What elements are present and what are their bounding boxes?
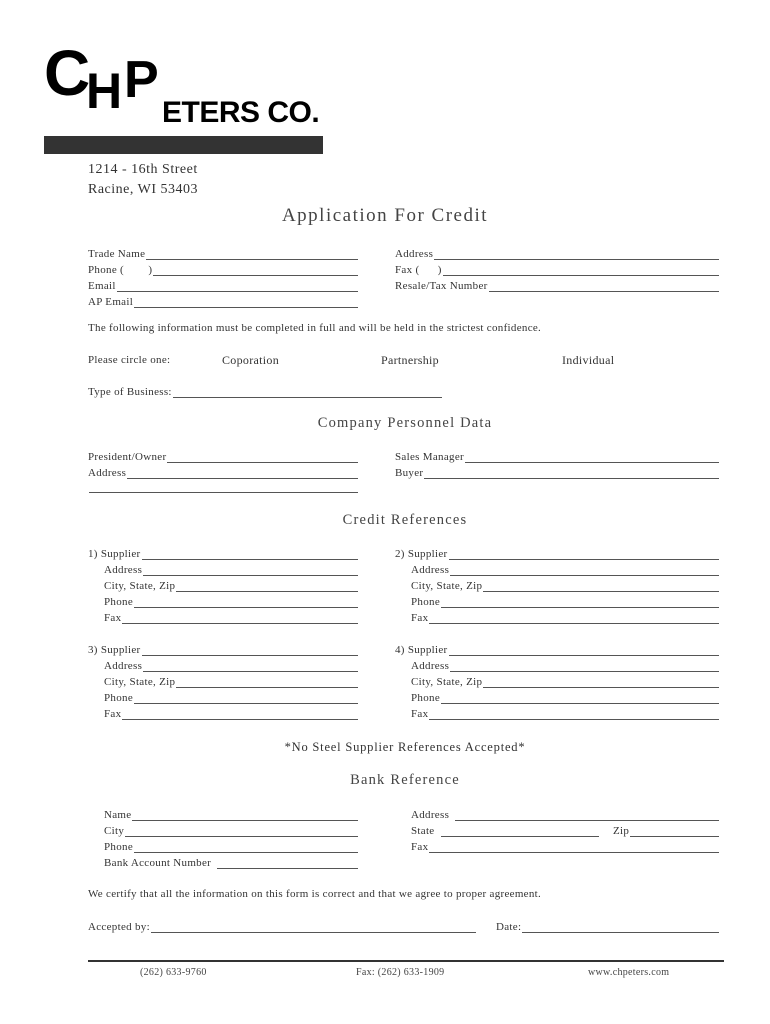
supplier-1-city-field[interactable] — [104, 580, 358, 592]
confidential-note: The following information must be completed in full and will be held in the strictest confidence. — [88, 322, 542, 334]
phone-label: Phone ( ) — [88, 264, 153, 276]
supplier-2-city-field[interactable] — [411, 580, 719, 592]
supplier-4-city-label: City, State, Zip — [411, 676, 483, 688]
resale-tax-field[interactable] — [395, 280, 719, 292]
email-field[interactable] — [88, 280, 358, 292]
footer-fax: Fax: (262) 633-1909 — [356, 967, 445, 978]
certify-statement: We certify that all the information on this form is correct and that we agree to proper agreement. — [88, 888, 542, 900]
circle-prompt: Please circle one: — [88, 354, 171, 366]
supplier-1-field[interactable] — [88, 548, 358, 560]
supplier-1-phone-label: Phone — [104, 596, 133, 608]
supplier-2-label: 2) Supplier — [395, 548, 448, 560]
logo-text: ETERS CO. — [162, 96, 320, 129]
supplier-1-fax-field[interactable] — [104, 612, 358, 624]
ap-email-label: AP Email — [88, 296, 134, 308]
supplier-3-label: 3) Supplier — [88, 644, 141, 656]
logo-letter-c: C — [44, 37, 91, 109]
email-label: Email — [88, 280, 116, 292]
supplier-4-city-field[interactable] — [411, 676, 719, 688]
bank-name-field[interactable] — [104, 809, 358, 821]
supplier-2-address-field[interactable] — [411, 564, 719, 576]
date-label: Date: — [496, 921, 522, 933]
supplier-4-label: 4) Supplier — [395, 644, 448, 656]
bank-state-field[interactable] — [411, 825, 599, 837]
resale-tax-label: Resale/Tax Number — [395, 280, 488, 292]
supplier-4-field[interactable] — [395, 644, 719, 656]
supplier-4-phone-field[interactable] — [411, 692, 719, 704]
supplier-4-phone-label: Phone — [411, 692, 440, 704]
supplier-2-city-label: City, State, Zip — [411, 580, 483, 592]
footer-rule — [88, 960, 724, 962]
supplier-3-fax-field[interactable] — [104, 708, 358, 720]
type-of-business-field[interactable] — [88, 386, 442, 398]
supplier-3-fax-label: Fax — [104, 708, 122, 720]
supplier-3-city-label: City, State, Zip — [104, 676, 176, 688]
supplier-2-phone-field[interactable] — [411, 596, 719, 608]
option-partnership[interactable]: Partnership — [381, 353, 439, 367]
company-address-line2: Racine, WI 53403 — [88, 182, 198, 197]
ap-email-field[interactable] — [88, 296, 358, 308]
footer-phone: (262) 633-9760 — [140, 967, 207, 978]
bank-zip-label: Zip — [613, 825, 630, 837]
address-field[interactable] — [395, 248, 719, 260]
company-address-line1: 1214 - 16th Street — [88, 162, 198, 177]
fax-label: Fax ( ) — [395, 264, 442, 276]
supplier-1-address-label: Address — [104, 564, 143, 576]
supplier-2-address-label: Address — [411, 564, 450, 576]
bank-phone-label: Phone — [104, 841, 133, 853]
bank-address-label: Address — [411, 809, 450, 821]
supplier-2-fax-field[interactable] — [411, 612, 719, 624]
logo-letter-p: P — [124, 51, 159, 109]
supplier-1-city-label: City, State, Zip — [104, 580, 176, 592]
accepted-by-label: Accepted by: — [88, 921, 150, 933]
supplier-1-fax-label: Fax — [104, 612, 122, 624]
bank-heading: Bank Reference — [350, 772, 460, 788]
personnel-address-line2[interactable] — [88, 483, 358, 493]
supplier-2-fax-label: Fax — [411, 612, 429, 624]
type-of-business-label: Type of Business: — [88, 386, 172, 398]
supplier-3-address-field[interactable] — [104, 660, 358, 672]
credit-refs-heading: Credit References — [342, 512, 468, 528]
sales-manager-field[interactable] — [395, 451, 719, 463]
supplier-1-phone-field[interactable] — [104, 596, 358, 608]
company-logo — [44, 37, 326, 156]
logo-letter-h: H — [86, 63, 123, 119]
form-title: Application For Credit — [281, 205, 489, 226]
supplier-3-address-label: Address — [104, 660, 143, 672]
buyer-field[interactable] — [395, 467, 719, 479]
supplier-4-fax-field[interactable] — [411, 708, 719, 720]
sales-manager-label: Sales Manager — [395, 451, 464, 463]
president-field[interactable] — [88, 451, 358, 463]
buyer-label: Buyer — [395, 467, 424, 479]
supplier-2-field[interactable] — [395, 548, 719, 560]
bank-city-field[interactable] — [104, 825, 358, 837]
supplier-3-phone-label: Phone — [104, 692, 133, 704]
option-individual[interactable]: Individual — [562, 353, 615, 367]
footer-website[interactable]: www.chpeters.com — [588, 967, 670, 978]
supplier-3-city-field[interactable] — [104, 676, 358, 688]
bank-account-field[interactable] — [104, 857, 358, 869]
phone-field[interactable] — [88, 264, 358, 276]
bank-name-label: Name — [104, 809, 132, 821]
address-label: Address — [395, 248, 434, 260]
bank-fax-label: Fax — [411, 841, 429, 853]
bank-zip-field[interactable] — [613, 825, 719, 837]
trade-name-label: Trade Name — [88, 248, 146, 260]
bank-fax-field[interactable] — [411, 841, 719, 853]
bank-address-field[interactable] — [411, 809, 719, 821]
supplier-2-phone-label: Phone — [411, 596, 440, 608]
fax-field[interactable] — [395, 264, 719, 276]
supplier-4-address-field[interactable] — [411, 660, 719, 672]
personnel-heading: Company Personnel Data — [317, 415, 493, 431]
trade-name-field[interactable] — [88, 248, 358, 260]
option-corporation[interactable]: Coporation — [222, 353, 279, 367]
supplier-4-fax-label: Fax — [411, 708, 429, 720]
bank-state-label: State — [411, 825, 435, 837]
president-label: President/Owner — [88, 451, 167, 463]
personnel-address-field[interactable] — [88, 467, 358, 479]
logo-bar — [44, 136, 323, 154]
supplier-3-field[interactable] — [88, 644, 358, 656]
supplier-3-phone-field[interactable] — [104, 692, 358, 704]
bank-phone-field[interactable] — [104, 841, 358, 853]
supplier-1-address-field[interactable] — [104, 564, 358, 576]
supplier-1-label: 1) Supplier — [88, 548, 141, 560]
no-steel-note: *No Steel Supplier References Accepted* — [284, 740, 526, 754]
supplier-4-address-label: Address — [411, 660, 450, 672]
bank-city-label: City — [104, 825, 125, 837]
personnel-address-label: Address — [88, 467, 127, 479]
accepted-by-field[interactable] — [88, 921, 476, 933]
date-field[interactable] — [496, 921, 719, 933]
bank-account-label: Bank Account Number — [104, 857, 212, 869]
